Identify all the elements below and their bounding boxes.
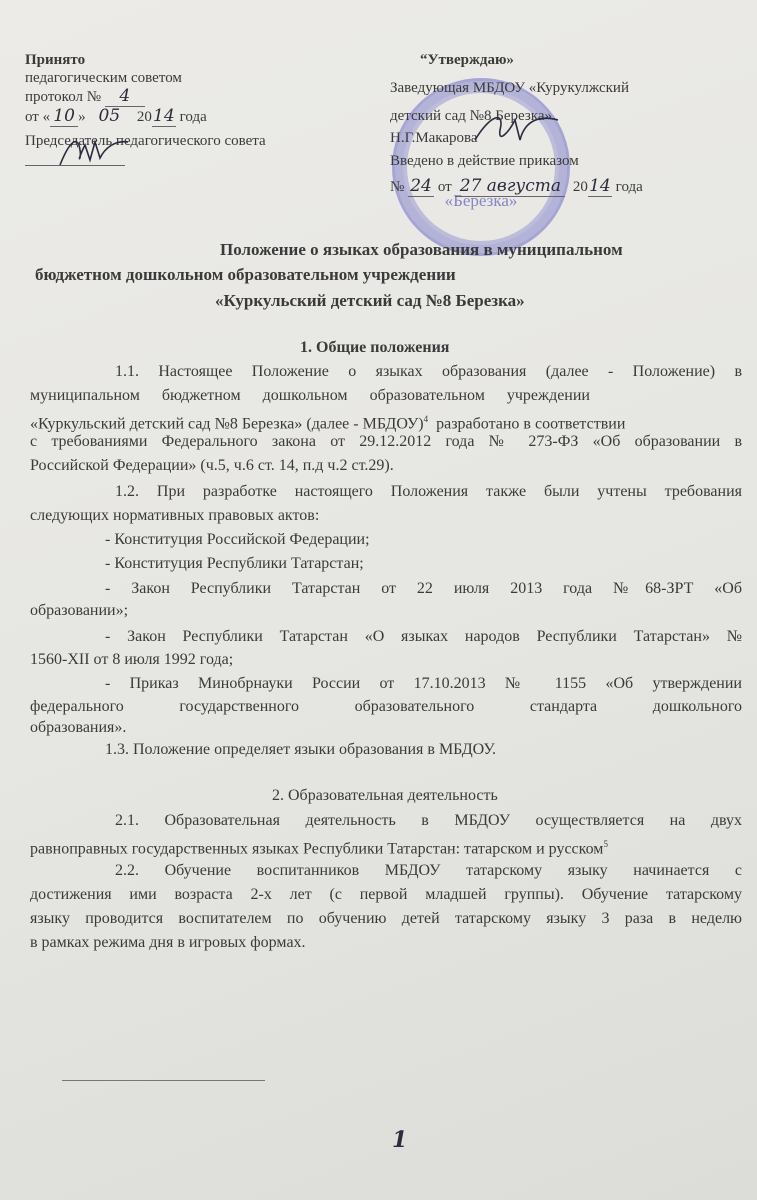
order-year-prefix: 20 [572,179,588,195]
para-2-1-line [30,834,608,859]
para-2-2-line: достижения ими возраста 2-х лет (с первой младшей группы). Обучение татарскому [30,886,742,903]
date-day: 10 [50,106,78,127]
list-item: - Конституция Российской Федерации; [105,531,370,548]
head-signature [470,110,560,150]
chair-label: Председатель педагогического совета [25,133,266,149]
list-item: - Закон Республики Татарстан «О языках народов Республики Татарстан» № [105,628,742,645]
list-item: 1560-XII от 8 июля 1992 года; [30,651,234,668]
footnote-ref[interactable]: 5 [603,839,608,849]
para-1-2-line: следующих нормативных правовых актов: [30,507,320,524]
para-1-1-line: 1.1. Настоящее Положение о языках образования (далее - Положение) в [115,363,742,380]
protocol-line [25,86,145,107]
para-1-1-line: Российской Федерации» (ч.5, ч.6 ст. 14, п.д ч.2 ст.29). [30,457,394,474]
order-from: от [437,179,452,195]
date-prefix: от « [25,109,51,125]
approve-line2: детский сад №8 Березка» [390,108,552,124]
list-item: образования». [30,719,127,736]
text: «Куркульский детский сад №8 Березка» (далее - МБДОУ) [30,415,424,433]
para-2-1-line: 2.1. Образовательная деятельность в МБДОУ осуществляется на двух [115,812,742,829]
stamp-text: «Березка» [444,191,518,210]
para-2-2-line: в рамках режима дня в игровых формах. [30,934,306,951]
list-item: федерального государственного образовательного стандарта дошкольного [30,698,742,715]
protocol-date [25,106,207,127]
accepted-heading: Принято [25,52,86,68]
order-year-suffix: 14 [589,176,611,196]
head-name: Н.Г.Макарова [390,130,478,146]
title-line1: Положение о языках образования в муниципальном [220,240,623,259]
list-item: образовании»; [30,602,129,619]
chair-signature [50,130,130,170]
protocol-label: протокол № [25,89,102,105]
year-suffix: 14 [153,106,175,126]
list-item: - Конституция Республики Татарстан; [105,555,364,572]
protocol-number: 4 [105,86,145,107]
year-prefix: 20 [136,109,152,125]
footnote-separator [62,1080,265,1081]
order-date: 27 августа [455,176,565,197]
para-1-3: 1.3. Положение определяет языки образования в МБДОУ. [105,741,497,758]
para-1-1-line: с требованиями Федерального закона от 29.12.2012 года № 273-ФЗ «Об образовании в [30,433,742,450]
accepted-line1: педагогическим советом [25,70,182,86]
order-line [390,176,643,197]
para-1-1-line [30,409,625,434]
title-line2: бюджетном дошкольном образовательном учреждении [35,265,456,284]
approve-heading: “Утверждаю» [420,52,514,68]
para-2-2-line: 2.2. Обучение воспитанников МБДОУ татарскому языку начинается с [115,862,742,879]
order-number: 24 [408,176,434,197]
footnote-ref[interactable]: 4 [423,414,429,424]
approve-line1: Заведующая МБДОУ «Курукулжский [390,80,629,96]
para-1-1-line: муниципальном бюджетном дошкольном образовательном учреждении [30,387,590,404]
list-item: - Закон Республики Татарстан от 22 июля 2013 года №68-ЗРТ «Об [105,580,742,597]
section1-heading: 1. Общие положения [300,339,450,356]
text: равноправных государственных языках Республики Татарстан: татарском и русском [30,840,604,858]
list-item: - Приказ Минобрнауки России от 17.10.2013 № 1155 «Об утверждении [105,675,742,692]
date-month: 05 [98,106,121,126]
text: разработано в соответствии [436,415,626,433]
para-2-2-line: языку проводится воспитателем по обучению детей татарскому языку 3 раза в неделю [30,910,742,927]
title-line3: «Куркульский детский сад №8 Березка» [215,291,525,310]
year-word: года [179,109,207,125]
order-year-word: года [615,179,643,195]
para-1-2-line: 1.2. При разработке настоящего Положения также были учтены требования [115,483,742,500]
order-prefix: № [390,179,405,195]
section2-heading: 2. Образовательная деятельность [272,787,498,804]
page-number: 1 [392,1127,408,1153]
order-intro: Введено в действие приказом [390,153,579,169]
date-mid: » [78,109,86,125]
